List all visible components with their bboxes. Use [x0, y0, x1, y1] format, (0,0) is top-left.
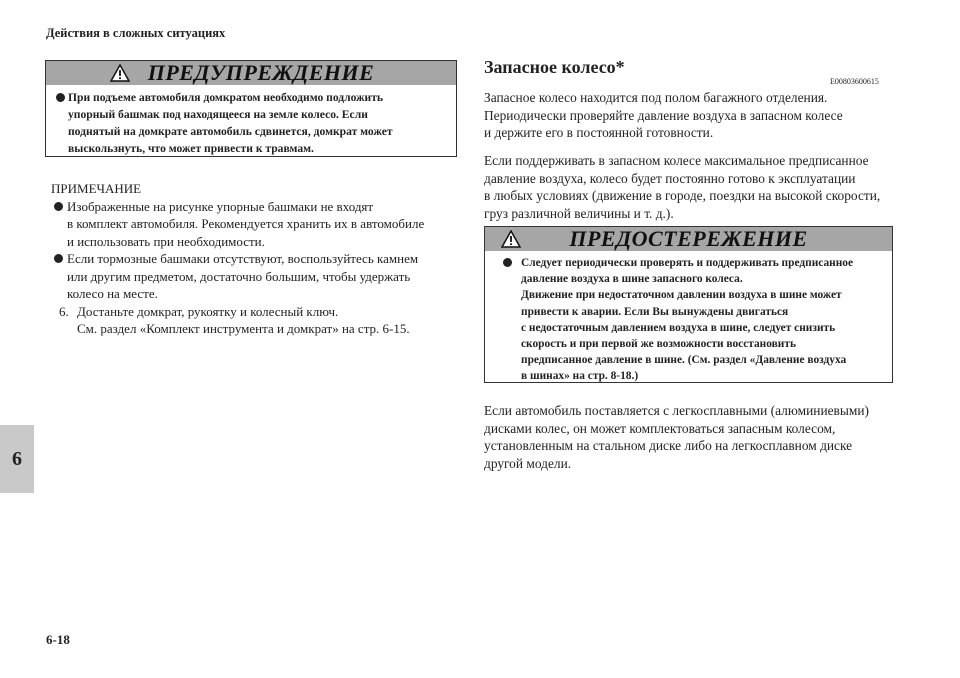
bullet-icon: [54, 202, 63, 211]
bullet-icon: [56, 93, 65, 102]
paragraph-2: Если поддерживать в запасном колесе максимальное предписанное давление воздуха, колесо будет постоянно готово к эксплуатации в любых условиях (движение в городе, поездки на высокой скорости, груз различной величины и т. д.).: [484, 153, 881, 221]
running-header: Действия в сложных ситуациях: [46, 26, 226, 40]
warning-text: При подъеме автомобиля домкратом необходимо подложить упорный башмак под находящееся на земле колесо. Если поднятый на домкрате автомобиль сдвинется, домкрат может выскользнуть, что может привести к травмам.: [46, 85, 456, 161]
step-number: 6.: [59, 303, 69, 319]
page-number: 6-18: [46, 632, 70, 647]
caution-title-bar: [485, 227, 892, 251]
caution-title: ПРЕДОСТЕРЕЖЕНИЕ: [569, 226, 808, 251]
note-label: ПРИМЕЧАНИЕ: [51, 181, 142, 196]
warning-triangle-icon: [501, 230, 521, 248]
chapter-tab: 6: [0, 425, 34, 493]
warning-triangle-icon: [110, 64, 130, 82]
section-title: Запасное колесо*: [484, 57, 625, 77]
paragraph-3: Если автомобиль поставляется с легкосплавными (алюминиевыми) дисками колес, он может комплектоваться запасным колесом, установленным на стальном диске либо на легкосплавном диске другой модели.: [484, 403, 869, 471]
caution-text: Следует периодически проверять и поддерживать предписанное давление воздуха в шине запасного колеса. Движение при недостаточном давлении воздуха в шине может привести к аварии. Если Вы вынуждены двигаться с недостаточным давлением воздуха в шине, следует снизить скорость и при первой же возможности восстановить предписанное давление в шине. (См. раздел «Давление воздуха в шинах» на стр. 8-18.): [485, 251, 892, 389]
warning-title: ПРЕДУПРЕЖДЕНИЕ: [147, 60, 375, 85]
bullet-icon: [503, 258, 512, 267]
step-6: 6. Достаньте домкрат, рукоятку и колесный ключ. См. раздел «Комплект инструмента и домкрат» на стр. 6-15.: [59, 303, 410, 336]
section-code: E00803600615: [830, 77, 879, 86]
caution-box: [484, 226, 893, 383]
note-item: Если тормозные башмаки отсутствуют, воспользуйтесь камнем или другим предметом, достаточно большим, чтобы удержать колесо на месте.: [51, 250, 456, 303]
bullet-icon: [54, 254, 63, 263]
paragraph-1: Запасное колесо находится под полом багажного отделения. Периодически проверяйте давление воздуха в запасном колесе и держите его в постоянной готовности.: [484, 90, 843, 140]
note-item: Изображенные на рисунке упорные башмаки не входят в комплект автомобиля. Рекомендуется хранить их в автомобиле и использовать при необходимости.: [51, 198, 456, 251]
warning-box: [45, 60, 457, 157]
note-block: [51, 180, 456, 338]
warning-title-bar: [46, 61, 456, 85]
